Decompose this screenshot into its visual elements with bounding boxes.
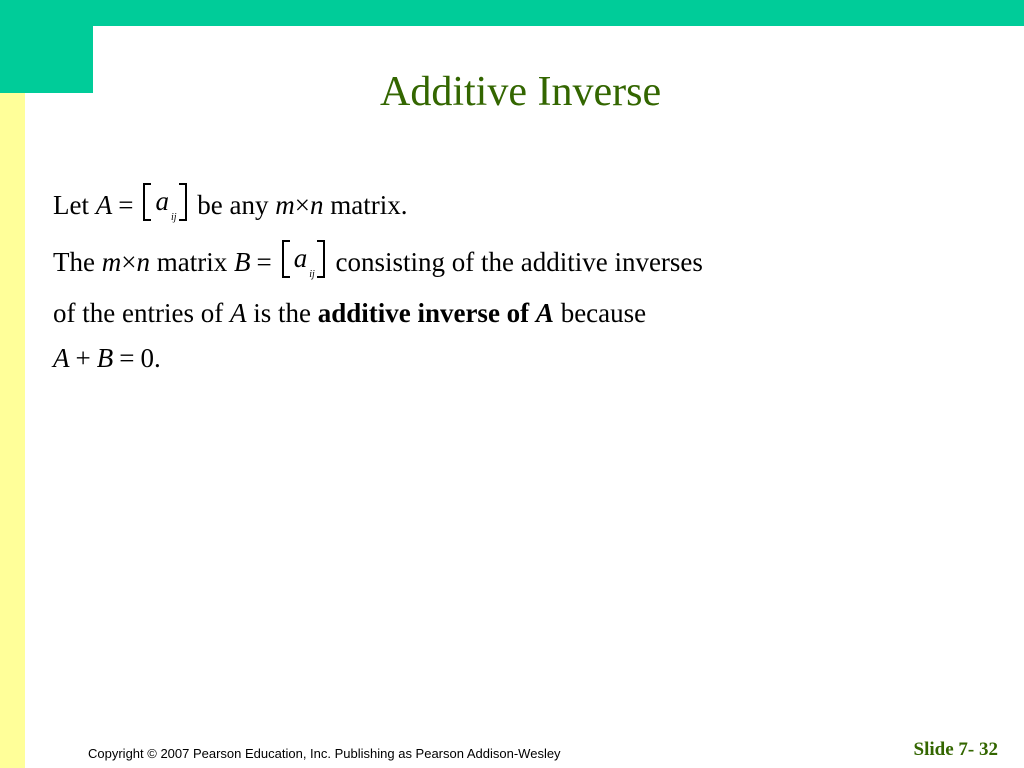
matrix-bracket — [282, 240, 325, 278]
copyright-text: Copyright © 2007 Pearson Education, Inc. Publishing as Pearson Addison-Wesley — [88, 746, 561, 761]
slide-title: Additive Inverse — [380, 69, 662, 115]
entry-a: a — [293, 243, 308, 273]
term-symbol-A: A — [535, 298, 554, 328]
symbol-n: n — [309, 190, 324, 221]
text-be-any: be any — [197, 190, 269, 221]
corner-accent-block — [0, 0, 93, 93]
symbol-m: m — [275, 190, 295, 221]
subscript-ij: ij — [309, 269, 315, 280]
left-accent-stripe — [0, 93, 25, 768]
symbol-A: A — [53, 343, 70, 373]
slide-number: Slide 7- 32 — [913, 739, 998, 760]
text-matrix: matrix. — [330, 190, 408, 221]
text-the: The — [53, 247, 95, 278]
text-because: because — [560, 298, 647, 328]
text-of-entries: of the entries of — [53, 298, 224, 328]
text-matrix: matrix — [156, 247, 228, 278]
equals-sign: = — [119, 343, 135, 373]
symbol-m: m — [101, 247, 122, 278]
times-sign: × — [121, 247, 137, 278]
entry-a: a — [155, 186, 169, 216]
equals-sign: = — [256, 247, 272, 278]
subscript-ij: ij — [170, 212, 177, 223]
plus-sign: + — [75, 343, 91, 373]
zero-value: 0. — [140, 343, 161, 373]
symbol-B: B — [96, 343, 114, 373]
equals-sign: = — [118, 190, 134, 221]
text-consisting: consisting of the additive inverses — [335, 247, 703, 278]
definition-line-4 — [53, 345, 161, 372]
definition-line-3 — [53, 300, 646, 327]
term-additive-inverse: additive inverse of — [317, 298, 530, 328]
definition-line-1 — [53, 186, 408, 227]
text-let: Let — [53, 190, 89, 221]
symbol-B: B — [233, 247, 251, 278]
definition-line-2 — [53, 243, 703, 284]
matrix-bracket — [143, 183, 186, 221]
symbol-n: n — [136, 247, 150, 278]
text-is-the: is the — [253, 298, 311, 328]
symbol-A: A — [95, 190, 113, 221]
top-accent-bar — [0, 0, 1024, 26]
symbol-A: A — [229, 298, 247, 328]
times-sign: × — [294, 190, 310, 221]
